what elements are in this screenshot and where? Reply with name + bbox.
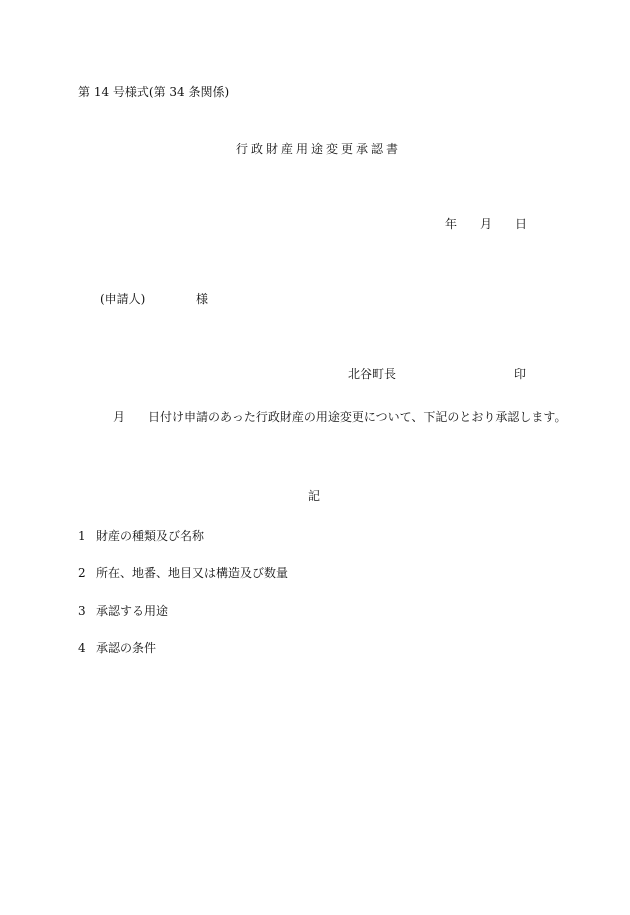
date-year-label: 年 (445, 217, 458, 231)
list-item (78, 641, 156, 655)
form-number: 第 14 号様式(第 34 条関係) (78, 85, 230, 99)
ki-heading: 記 (308, 489, 321, 503)
item-text: 承認の条件 (96, 641, 157, 655)
seal-mark: 印 (514, 367, 527, 381)
date-month-label: 月 (480, 217, 493, 231)
list-item (78, 604, 168, 618)
applicant-honorific: 様 (196, 292, 209, 306)
item-text: 財産の種類及び名称 (96, 529, 205, 543)
body-month-label: 月 (113, 410, 126, 424)
issuer-title: 北谷町長 (348, 367, 397, 381)
body-text: 日付け申請のあった行政財産の用途変更について、下記のとおり承認します。 (148, 410, 567, 424)
item-number: 2 (78, 566, 86, 580)
list-item (78, 529, 204, 543)
item-number: 1 (78, 529, 86, 543)
applicant-label: (申請人) (100, 292, 146, 306)
item-number: 3 (78, 604, 86, 618)
item-text: 承認する用途 (96, 604, 169, 618)
item-text: 所在、地番、地目又は構造及び数量 (96, 566, 289, 580)
item-number: 4 (78, 641, 86, 655)
document-title: 行政財産用途変更承認書 (236, 142, 402, 156)
date-day-label: 日 (515, 217, 528, 231)
list-item (78, 566, 288, 580)
